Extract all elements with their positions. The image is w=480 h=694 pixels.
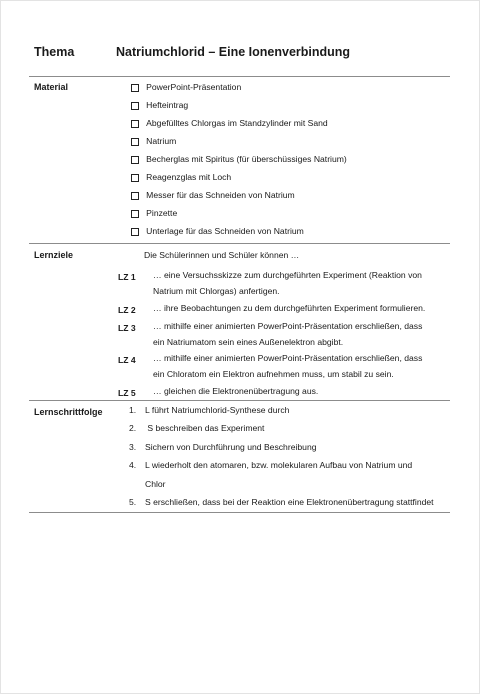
checkbox-icon[interactable] (131, 120, 139, 128)
checkbox-icon[interactable] (131, 192, 139, 200)
material-item (131, 169, 347, 187)
material-label: Material (34, 82, 69, 92)
divider (29, 76, 450, 77)
material-item (131, 187, 347, 205)
material-item-label: Reagenzglas mit Loch (146, 172, 232, 182)
checkbox-icon[interactable] (131, 84, 139, 92)
goal-text (153, 350, 422, 382)
checkbox-icon[interactable] (131, 102, 139, 110)
step-line: L wiederholt den atomaren, bzw. molekularen Aufbau von Natrium und (145, 460, 413, 470)
step-text (145, 457, 412, 492)
material-item (131, 205, 347, 223)
step-text: S erschließen, dass bei der Reaktion eine Elektronenübertragung stattfindet (145, 497, 434, 507)
material-item (131, 97, 347, 115)
step-text: L führt Natriumchlorid-Synthese durch (145, 405, 290, 415)
divider (29, 400, 450, 401)
material-item-label: Hefteintrag (146, 100, 189, 110)
material-item-label: Becherglas mit Spiritus (für überschüssiges Natrium) (146, 154, 347, 164)
step-number: 5. (129, 497, 137, 507)
material-item-label: Unterlage für das Schneiden von Natrium (146, 226, 304, 236)
material-item (131, 133, 347, 151)
checkbox-icon[interactable] (131, 174, 139, 182)
material-item-label: Messer für das Schneiden von Natrium (146, 190, 295, 200)
checkbox-icon[interactable] (131, 228, 139, 236)
step-number: 2. (129, 423, 137, 433)
material-item-label: Abgefülltes Chlorgas im Standzylinder mit Sand (146, 118, 328, 128)
lernziele-intro: Die Schülerinnen und Schüler können … (144, 250, 300, 260)
material-item-label: Natrium (146, 136, 177, 146)
material-list (131, 79, 347, 241)
goal-text (153, 300, 425, 316)
divider (29, 243, 450, 244)
goal-line: … eine Versuchsskizze zum durchgeführten Experiment (Reaktion von (153, 270, 422, 280)
material-item (131, 151, 347, 169)
step-number: 4. (129, 460, 137, 470)
goal-line: ein Chloratom ein Elektron aufnehmen muss, um stabil zu sein. (153, 369, 394, 379)
goal-line: … gleichen die Elektronenübertragung aus. (153, 386, 319, 396)
lernziele-label: Lernziele (34, 250, 74, 260)
page-title: Natriumchlorid – Eine Ionenverbindung (116, 45, 351, 59)
goal-text (153, 383, 318, 399)
goal-line: Natrium mit Chlorgas) anfertigen. (153, 286, 280, 296)
goal-line: ein Natriumatom sein eines Außenelektron abgibt. (153, 337, 344, 347)
step-number: 3. (129, 442, 137, 452)
lernschrittfolge-label: Lernschrittfolge (34, 407, 103, 417)
step-line: Chlor (145, 479, 166, 489)
material-item (131, 223, 347, 241)
checkbox-icon[interactable] (131, 156, 139, 164)
goal-text (153, 318, 422, 350)
material-item (131, 115, 347, 133)
material-item-label: Pinzette (146, 208, 178, 218)
header-label: Thema (34, 45, 75, 59)
step-text: S beschreiben das Experiment (145, 423, 265, 433)
material-item-label: PowerPoint-Präsentation (146, 82, 242, 92)
divider (29, 512, 450, 513)
goal-code: LZ 3 (118, 323, 136, 333)
goal-line: … mithilfe einer animierten PowerPoint-Präsentation erschließen, dass (153, 321, 423, 331)
goal-line: … ihre Beobachtungen zu dem durchgeführten Experiment formulieren. (153, 303, 426, 313)
goal-code: LZ 1 (118, 272, 136, 282)
checkbox-icon[interactable] (131, 138, 139, 146)
goal-code: LZ 5 (118, 388, 136, 398)
goal-code: LZ 2 (118, 305, 136, 315)
goal-line: … mithilfe einer animierten PowerPoint-Präsentation erschließen, dass (153, 353, 423, 363)
step-text: Sichern von Durchführung und Beschreibung (145, 442, 317, 452)
checkbox-icon[interactable] (131, 210, 139, 218)
goal-code: LZ 4 (118, 355, 136, 365)
step-number: 1. (129, 405, 137, 415)
goal-text (153, 267, 422, 299)
material-item (131, 79, 347, 97)
